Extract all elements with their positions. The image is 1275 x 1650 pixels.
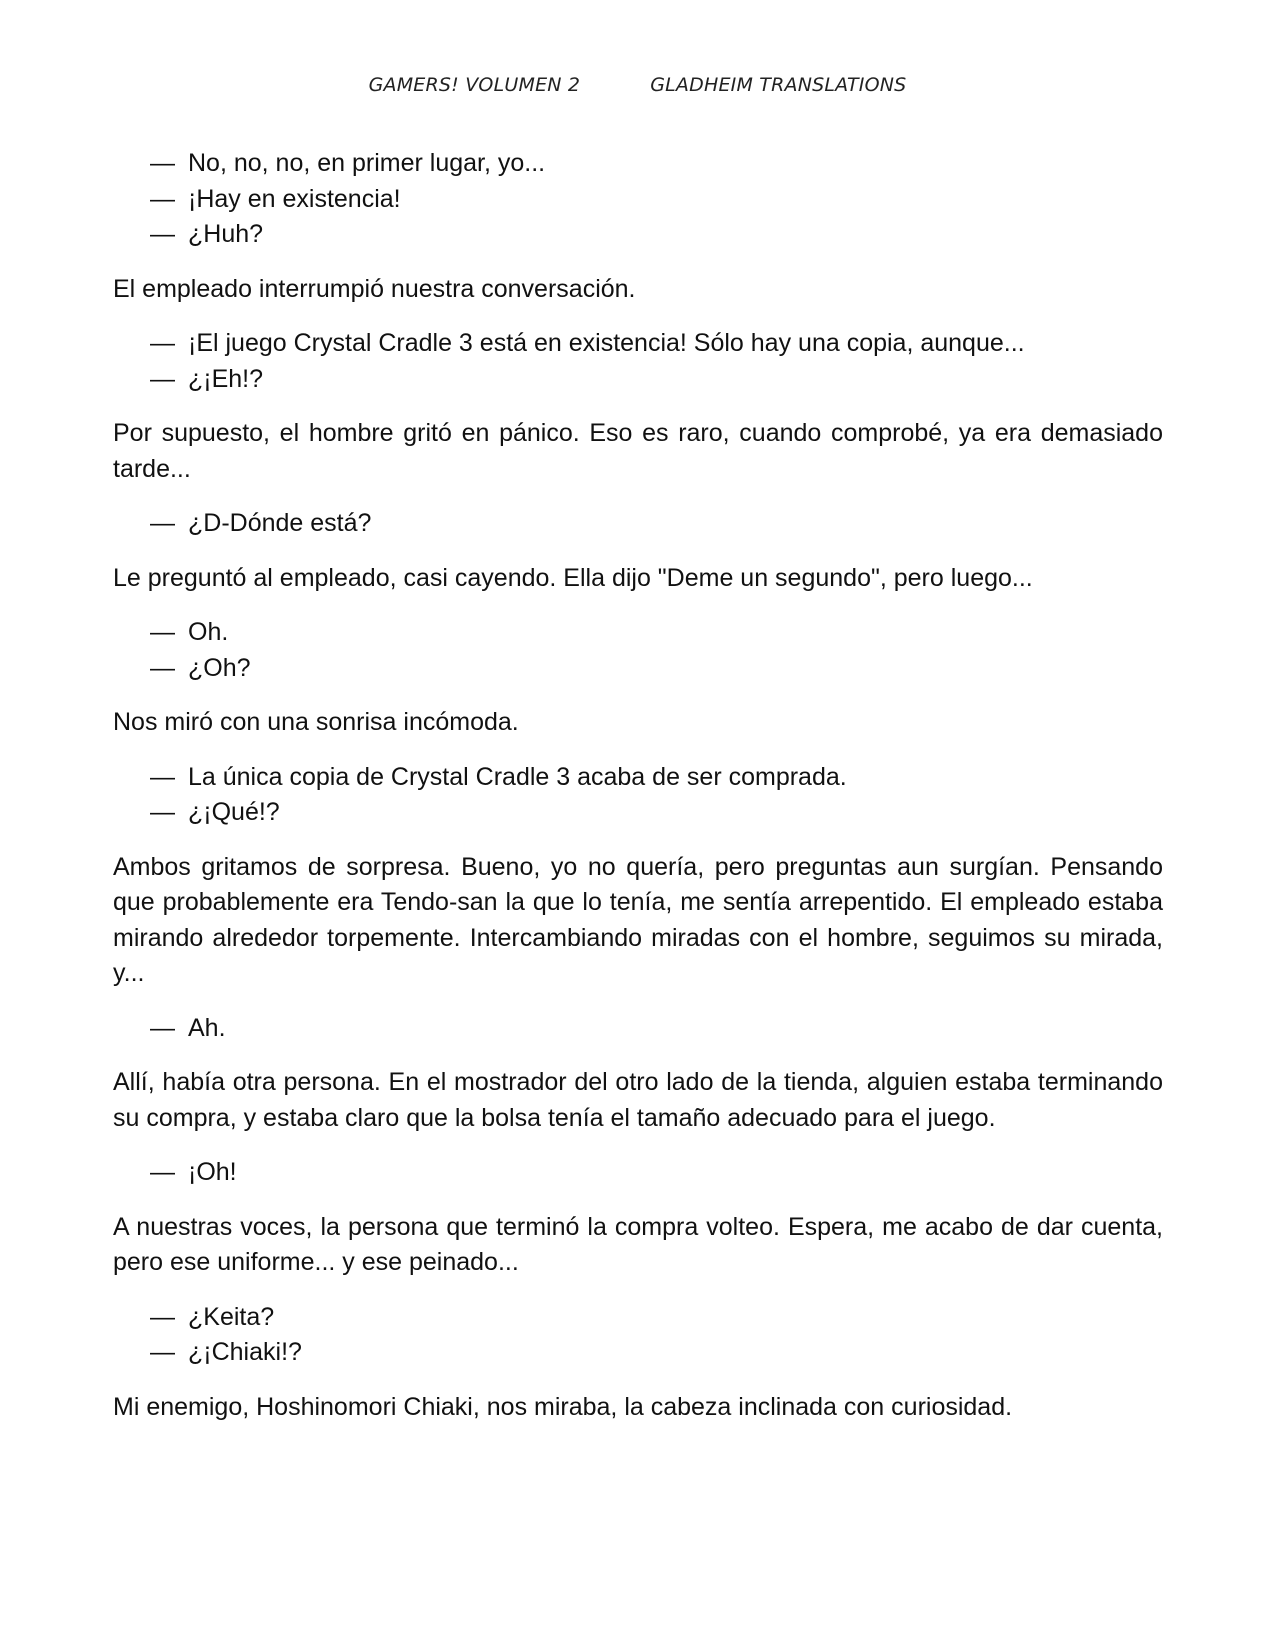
dialogue-line: [113, 217, 1163, 253]
dialogue-line: [113, 326, 1163, 362]
dialogue-text: ¡El juego Crystal Cradle 3 está en existencia! Sólo hay una copia, aunque...: [188, 329, 1025, 357]
narration-paragraph: Mi enemigo, Hoshinomori Chiaki, nos miraba, la cabeza inclinada con curiosidad.: [113, 1392, 1013, 1421]
dialogue-text: ¿¡Qué!?: [188, 798, 280, 826]
dialogue-group: [113, 1300, 1163, 1371]
dialogue-group: [113, 1011, 1163, 1047]
dialogue-dash: —: [150, 618, 175, 646]
dialogue-text: ¡Oh!: [188, 1158, 237, 1186]
dialogue-text: Ah.: [188, 1013, 226, 1042]
dialogue-dash: —: [150, 184, 175, 213]
dialogue-line: [113, 1155, 1163, 1191]
dialogue-group: [113, 615, 1163, 686]
dialogue-dash: —: [150, 798, 175, 826]
dialogue-text: La única copia de Crystal Cradle 3 acaba de ser comprada.: [188, 762, 847, 791]
dialogue-dash: —: [150, 1338, 175, 1366]
dialogue-text: ¿¡Eh!?: [188, 364, 264, 393]
dialogue-text: ¡Hay en existencia!: [188, 184, 401, 213]
dialogue-line: [113, 1335, 1163, 1371]
header-volume-title: GAMERS! VOLUMEN 2: [368, 74, 581, 96]
dialogue-text: Oh.: [188, 618, 229, 646]
dialogue-dash: —: [150, 329, 175, 357]
narration-paragraph: El empleado interrumpió nuestra conversación.: [113, 274, 636, 303]
running-header: [0, 74, 1275, 96]
dialogue-line: [113, 182, 1163, 218]
dialogue-dash: —: [150, 149, 175, 177]
dialogue-line: [113, 506, 1163, 542]
dialogue-text: ¿D-Dónde está?: [188, 509, 372, 537]
dialogue-dash: —: [150, 762, 175, 791]
dialogue-line: [113, 795, 1163, 831]
dialogue-text: ¿¡Chiaki!?: [188, 1338, 302, 1366]
header-translator-credit: GLADHEIM TRANSLATIONS: [650, 74, 907, 96]
dialogue-dash: —: [150, 364, 175, 393]
dialogue-text: ¿Oh?: [188, 653, 251, 682]
dialogue-line: [113, 760, 1163, 796]
narration-paragraph: Allí, había otra persona. En el mostrador del otro lado de la tienda, alguien estaba terminando su compra, y estaba claro que la bolsa tenía el tamaño adecuado para el juego.: [113, 1068, 1163, 1132]
dialogue-text: No, no, no, en primer lugar, yo...: [188, 149, 546, 177]
dialogue-group: [113, 326, 1163, 397]
narration-paragraph: Le preguntó al empleado, casi cayendo. Ella dijo "Deme un segundo", pero luego...: [113, 563, 1033, 592]
dialogue-dash: —: [150, 1302, 175, 1331]
dialogue-text: ¿Huh?: [188, 220, 264, 248]
dialogue-line: [113, 651, 1163, 687]
dialogue-text: ¿Keita?: [188, 1302, 275, 1331]
dialogue-group: [113, 760, 1163, 831]
dialogue-line: [113, 146, 1163, 182]
narration-paragraph: A nuestras voces, la persona que terminó la compra volteo. Espera, me acabo de dar cuenta, pero ese uniforme... y ese peinado...: [113, 1212, 1163, 1276]
narration-paragraph: Nos miró con una sonrisa incómoda.: [113, 708, 519, 736]
dialogue-dash: —: [150, 220, 175, 248]
narration-paragraph: Por supuesto, el hombre gritó en pánico. Eso es raro, cuando comprobé, ya era demasiado tarde...: [113, 419, 1163, 483]
narration-paragraph: Ambos gritamos de sorpresa. Bueno, yo no quería, pero preguntas aun surgían. Pensando que probablemente era Tendo-san la que lo tenía, me sentía arrepentido. El empleado estaba mirando alrededor torpemente. Intercambiando miradas con el hombre, seguimos su mirada, y...: [113, 852, 1163, 987]
dialogue-group: [113, 146, 1163, 253]
dialogue-line: [113, 1300, 1163, 1336]
page-body: [113, 146, 1163, 1444]
dialogue-line: [113, 1011, 1163, 1047]
dialogue-line: [113, 615, 1163, 651]
dialogue-dash: —: [150, 509, 175, 537]
dialogue-group: [113, 506, 1163, 542]
dialogue-line: [113, 362, 1163, 398]
dialogue-dash: —: [150, 1158, 175, 1186]
dialogue-dash: —: [150, 1013, 175, 1042]
dialogue-dash: —: [150, 653, 175, 682]
dialogue-group: [113, 1155, 1163, 1191]
